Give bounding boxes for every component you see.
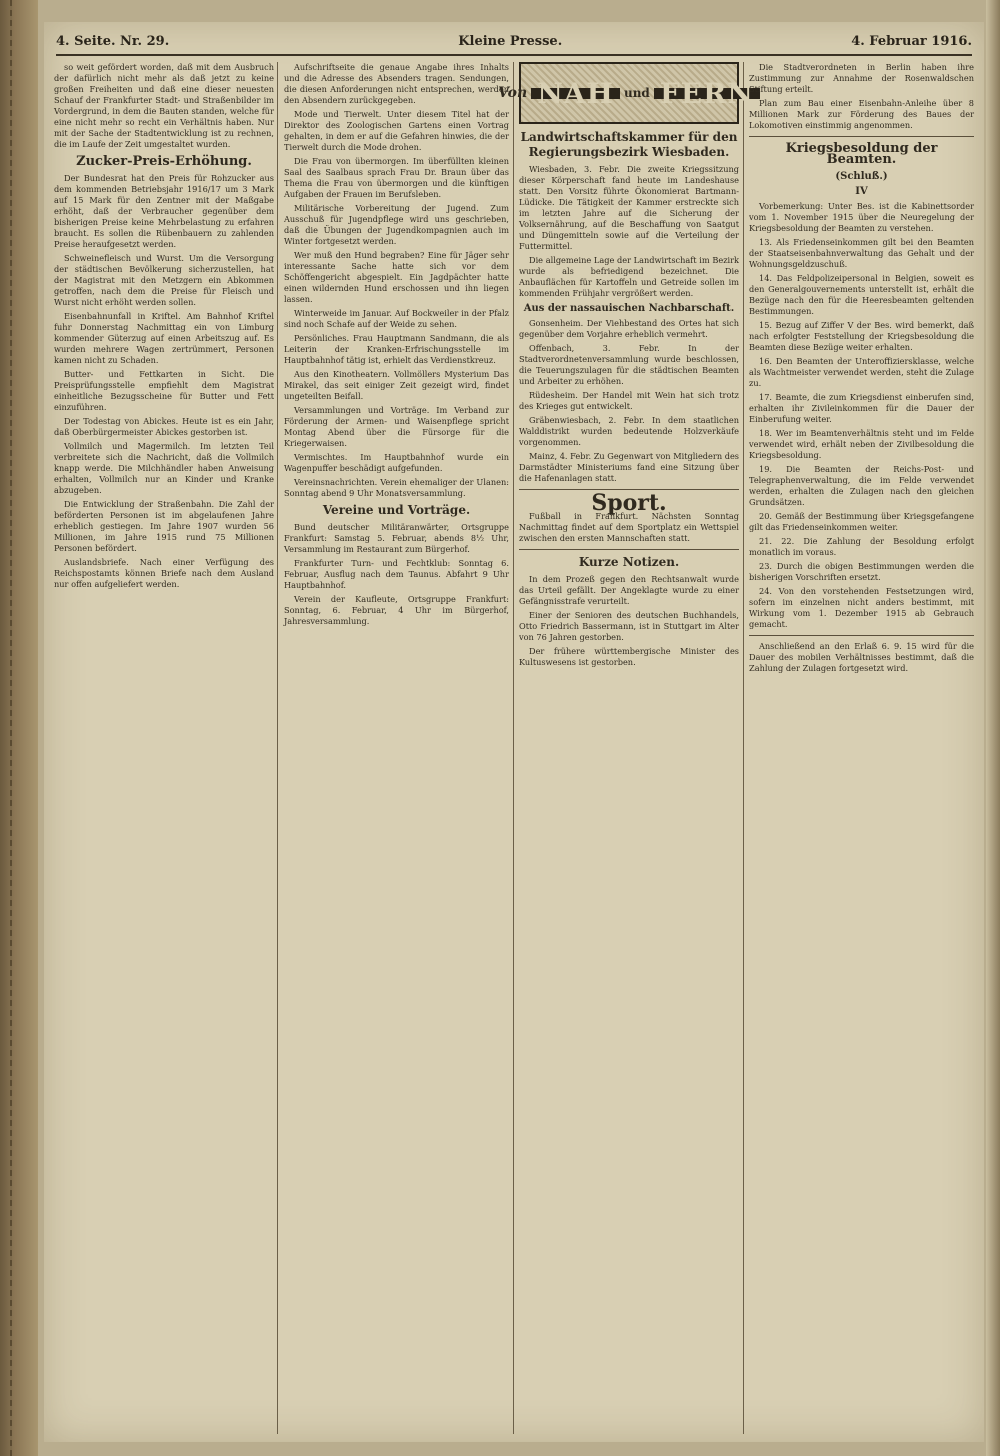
divider	[519, 549, 739, 550]
headline-kriegsbesoldung: Kriegsbesoldung der Beamten.	[785, 141, 938, 167]
column-rule	[743, 62, 744, 1434]
sport-heading: Sport.	[591, 490, 667, 516]
header-page-number: 4. Seite. Nr. 29.	[56, 33, 170, 49]
article-text: Plan zum Bau einer Eisenbahn-Anleihe über 8 Millionen Mark zur Förderung des Baues der Lokomotiven einstimmig angenommen.	[749, 98, 974, 130]
article-text: Gräbenwiesbach, 2. Febr. In dem staatlichen Walddistrikt wurden bedeutende Holzverkäufe vorgenommen.	[519, 415, 739, 447]
article-text: 23. Durch die obigen Bestimmungen werden die bisherigen Vorschriften ersetzt.	[749, 561, 974, 582]
banner-von: Von	[498, 84, 528, 101]
book-binding	[0, 0, 38, 1456]
column-4	[749, 62, 974, 1434]
article-text: Vorbemerkung: Unter Bes. ist die Kabinettsorder vom 1. November 1915 über die Neuregelung der Kriegsbesoldung der Beamten zu verstehen.	[749, 201, 974, 233]
article-text: Bund deutscher Militäranwärter, Ortsgruppe Frankfurt: Samstag 5. Februar, abends 8½ Uhr, Versammlung im Restaurant zum Bürgerhof.	[284, 522, 509, 554]
article-text: so weit gefördert worden, daß mit dem Ausbruch der dafürlich nicht mehr als daß jetzt zu keine großen Freiheiten und daß eine dieser neuesten Schauf der Frankfurter Stadt- und Straßenbilder im Vordergrund, in dem die Bauten standen, welche für eine nicht mehr so recht ein Verhältnis haben. Nur mit der Sache der Stadtentwicklung ist zu rechnen, die im Laufe der Zeit umgestaltet wurden.	[54, 62, 274, 149]
header-masthead: Kleine Presse.	[458, 33, 563, 49]
banner-nah: NAH	[531, 88, 620, 99]
page-edge	[986, 0, 1000, 1456]
banner-fern: FERN	[654, 88, 760, 99]
article-text: Der Bundesrat hat den Preis für Rohzucker aus dem kommenden Betriebsjahr 1916/17 um 3 Mark auf 15 Mark für den Zentner mit der Maßgabe erhöht, daß der Verbraucher gegenüber dem bisherigen Preise keine Mehrbelastung zu erfahren braucht. Es sollen die Rübenbauern zu zahlenden Preise heraufgesetzt werden.	[54, 173, 274, 249]
article-text: Aus den Kinotheatern. Vollmöllers Mysterium Das Mirakel, das seit einiger Zeit gezeigt wird, findet ungeteilten Beifall.	[284, 369, 509, 401]
article-text: Der frühere württembergische Minister des Kultuswesens ist gestorben.	[519, 646, 739, 667]
column-rule	[513, 62, 514, 1434]
column-1	[54, 62, 274, 1434]
article-text: Vereinsnachrichten. Verein ehemaliger der Ulanen: Sonntag abend 9 Uhr Monatsversammlung.	[284, 477, 509, 498]
section-numeral: IV	[855, 186, 868, 197]
article-text: Schweinefleisch und Wurst. Um die Versorgung der städtischen Bevölkerung sicherzustellen, hat der Magistrat mit den Metzgern ein Abkommen getroffen, nach dem die Preise für Fleisch und Wurst nicht erhöht werden sollen.	[54, 253, 274, 307]
kurze-notizen-heading: Kurze Notizen.	[578, 555, 680, 569]
article-text: Persönliches. Frau Hauptmann Sandmann, die als Leiterin der Kranken-Erfrischungsstelle im Hauptbahnhof tätig ist, erhielt das Verdienstkreuz.	[284, 333, 509, 365]
page-header	[56, 28, 972, 56]
article-text: Wer muß den Hund begraben? Eine für Jäger sehr interessante Sache hatte sich vor dem Schöffengericht abgespielt. Ein Jagdpächter hatte einen wildernden Hund erschossen und ihn liegen lassen.	[284, 250, 509, 304]
article-text: Aufschriftseite die genaue Angabe ihres Inhalts und die Adresse des Absenders tragen. Sendungen, die diesen Anforderungen nicht entsprechen, werden den Absendern zurückgegeben.	[284, 62, 509, 105]
article-text: 17. Beamte, die zum Kriegsdienst einberufen sind, erhalten ihr Zivileinkommen für die Dauer der Einberufung weiter.	[749, 392, 974, 424]
divider	[749, 136, 974, 137]
divider	[749, 635, 974, 636]
article-text: Mainz, 4. Febr. Zu Gegenwart von Mitgliedern des Darmstädter Ministeriums fand eine Sitzung über die Hafenanlagen statt.	[519, 451, 739, 483]
article-text: Eisenbahnunfall in Kriftel. Am Bahnhof Kriftel fuhr Donnerstag Nachmittag ein von Limburg kommender Güterzug auf einen Arbeitszug auf. Es wurden mehrere Wagen zertrümmert, Personen kamen nicht zu Schaden.	[54, 311, 274, 365]
article-text: 21. 22. Die Zahlung der Besoldung erfolgt monatlich im voraus.	[749, 536, 974, 557]
article-text: Die Frau von übermorgen. Im überfüllten kleinen Saal des Saalbaus sprach Frau Dr. Braun über das Thema die Frau von übermorgen und die künftigen Aufgaben der Frauen im Berufsleben.	[284, 156, 509, 199]
article-text: Gonsenheim. Der Viehbestand des Ortes hat sich gegenüber dem Vorjahre erheblich vermehrt.	[519, 318, 739, 339]
article-text: Versammlungen und Vorträge. Im Verband zur Förderung der Armen- und Waisenpflege spricht Montag Abend über die Fürsorge für die Kriegerwaisen.	[284, 405, 509, 448]
subheading: Aus der nassauischen Nachbarschaft.	[523, 303, 735, 314]
von-nah-und-fern-banner	[498, 62, 754, 124]
headline-zucker: Zucker-Preis-Erhöhung.	[76, 154, 252, 169]
article-text: Rüdesheim. Der Handel mit Wein hat sich trotz des Krieges gut entwickelt.	[519, 390, 739, 411]
article-text: Vermischtes. Im Hauptbahnhof wurde ein Wagenpuffer beschädigt aufgefunden.	[284, 452, 509, 473]
header-date: 4. Februar 1916.	[851, 33, 972, 49]
article-text: 20. Gemäß der Bestimmung über Kriegsgefangene gilt das Friedenseinkommen weiter.	[749, 511, 974, 532]
section-heading: Landwirtschaftskammer für den Regierungsbezirk Wiesbaden.	[520, 130, 738, 159]
article-text: Die Stadtverordneten in Berlin haben ihre Zustimmung zur Annahme der Rosenwaldschen Stiftung erteilt.	[749, 62, 974, 94]
article-text: Anschließend an den Erlaß 6. 9. 15 wird für die Dauer des mobilen Verhältnisses bestimmt, daß die Zahlung der Zulagen fortgesetzt wird.	[749, 641, 974, 673]
article-text: 18. Wer im Beamtenverhältnis steht und im Felde verwendet wird, erhält neben der Zivilbesoldung die Kriegsbesoldung.	[749, 428, 974, 460]
article-text: Die allgemeine Lage der Landwirtschaft im Bezirk wurde als befriedigend bezeichnet. Die Anbauflächen für Kartoffeln und Getreide sollen im kommenden Frühjahr vergrößert werden.	[519, 255, 739, 298]
article-text: Verein der Kaufleute, Ortsgruppe Frankfurt: Sonntag, 6. Februar, 4 Uhr im Bürgerhof, Jahresversammlung.	[284, 594, 509, 626]
article-text: Militärische Vorbereitung der Jugend. Zum Ausschuß für Jugendpflege wird uns geschrieben, daß die Übungen der Jugendkompagnien auch im Winter fortgesetzt werden.	[284, 203, 509, 246]
article-text: In dem Prozeß gegen den Rechtsanwalt wurde das Urteil gefällt. Der Angeklagte wurde zu einer Gefängnisstrafe verurteilt.	[519, 574, 739, 606]
newspaper-page	[44, 22, 984, 1442]
article-text: Die Entwicklung der Straßenbahn. Die Zahl der beförderten Personen ist im abgelaufenen Jahre erheblich gestiegen. Im Jahre 1907 wurden 56 Millionen, im Jahre 1915 rund 75 Millionen Personen befördert.	[54, 499, 274, 553]
article-text: Winterweide im Januar. Auf Bockweiler in der Pfalz sind noch Schafe auf der Weide zu sehen.	[284, 308, 509, 329]
article-note: (Schluß.)	[835, 171, 888, 182]
article-text: Einer der Senioren des deutschen Buchhandels, Otto Friedrich Bassermann, ist in Stuttgart im Alter von 76 Jahren gestorben.	[519, 610, 739, 642]
article-text: 15. Bezug auf Ziffer V der Bes. wird bemerkt, daß nach erfolgter Feststellung der Kriegsbesoldung die Beamten diese Bezüge weiter erhalten.	[749, 320, 974, 352]
banner-und: und	[623, 85, 650, 100]
article-text: 13. Als Friedenseinkommen gilt bei den Beamten der Staatseisenbahnverwaltung das Gehalt und der Wohnungsgeldzuschuß.	[749, 237, 974, 269]
article-text: Fußball in Frankfurt. Nächsten Sonntag Nachmittag findet auf dem Sportplatz ein Wettspiel zwischen den ersten Mannschaften statt.	[519, 511, 739, 543]
article-text: 16. Den Beamten der Unteroffiziersklasse, welche als Wachtmeister verwendet werden, steht die Zulage zu.	[749, 356, 974, 388]
article-text: Mode und Tierwelt. Unter diesem Titel hat der Direktor des Zoologischen Gartens einen Vortrag gehalten, in dem er auf die Gefahren hinwies, die der Tierwelt durch die Mode drohen.	[284, 109, 509, 152]
column-rule	[277, 62, 278, 1434]
article-text: Wiesbaden, 3. Febr. Die zweite Kriegssitzung dieser Körperschaft fand heute im Landeshause statt. Den Vorsitz führte Ökonomierat Bartmann-Lüdicke. Die Tätigkeit der Kammer erstreckte sich im letzten Jahre auf die Sicherung der Volksernährung, auf die Beschaffung von Saatgut und Düngemitteln sowie auf die Verteilung der Futtermittel.	[519, 164, 739, 251]
article-text: Offenbach, 3. Febr. In der Stadtverordnetenversammlung wurde beschlossen, die Teuerungszulagen für die städtischen Beamten und Arbeiter zu erhöhen.	[519, 343, 739, 386]
column-2	[284, 62, 509, 1434]
article-text: Frankfurter Turn- und Fechtklub: Sonntag 6. Februar, Ausflug nach dem Taunus. Abfahrt 9 Uhr Hauptbahnhof.	[284, 558, 509, 590]
column-3	[498, 62, 754, 1434]
article-text: Der Todestag von Abickes. Heute ist es ein Jahr, daß Oberbürgermeister Abickes gestorben ist.	[54, 416, 274, 437]
section-heading: Vereine und Vorträge.	[322, 503, 471, 517]
article-text: Butter- und Fettkarten in Sicht. Die Preisprüfungsstelle empfiehlt dem Magistrat einheitliche Bezugsscheine für Butter und Fett einzuführen.	[54, 369, 274, 412]
article-text: Auslandsbriefe. Nach einer Verfügung des Reichspostamts können Briefe nach dem Ausland nur offen aufgeliefert werden.	[54, 557, 274, 589]
article-text: Vollmilch und Magermilch. Im letzten Teil verbreitete sich die Nachricht, daß die Vollmilch knapp werde. Die Milchhändler haben Anweisung erhalten, Vollmilch nur an Kinder und Kranke abzugeben.	[54, 441, 274, 495]
article-text: 14. Das Feldpolizeipersonal in Belgien, soweit es den Generalgouvernements unterstellt ist, erhält die Bezüge nach den für die Heeresbeamten geltenden Bestimmungen.	[749, 273, 974, 316]
article-text: 19. Die Beamten der Reichs-Post- und Telegraphenverwaltung, die im Felde verwendet werden, erhalten die Zulagen nach den gleichen Grundsätzen.	[749, 464, 974, 507]
article-text: 24. Von den vorstehenden Festsetzungen wird, sofern im einzelnen nicht anders bestimmt, mit Wirkung vom 1. Dezember 1915 ab Gebrauch gemacht.	[749, 586, 974, 629]
